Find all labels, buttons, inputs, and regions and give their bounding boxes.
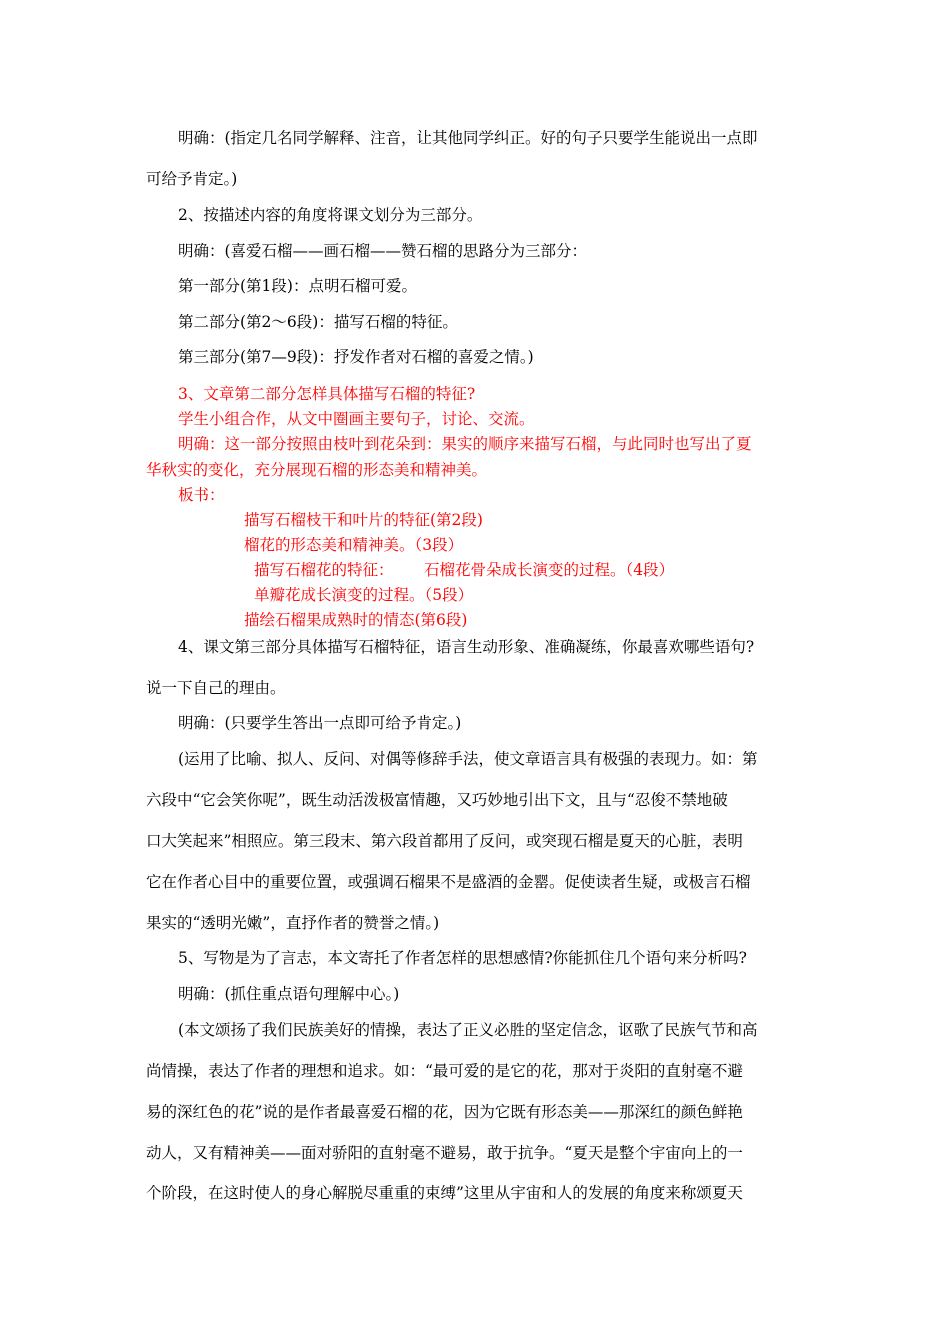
text-line: 明确：(喜爱石榴——画石榴——赞石榴的思路分为三部分： (178, 242, 588, 260)
text-line: 第二部分(第2～6段)：描写石榴的特征。 (178, 313, 458, 331)
board-item: 榴花的形态美和精神美。（3段） (244, 536, 464, 554)
text-line: 口大笑起来”相照应。第三段末、第六段首都用了反问，或突现石榴是夏天的心脏，表明 (146, 832, 743, 850)
text-line-red: 明确：这一部分按照由枝叶到花朵到：果实的顺序来描写石榴，与此同时也写出了夏 (178, 435, 752, 453)
text-line: 明确：(抓住重点语句理解中心。) (178, 985, 400, 1003)
text-line: 第一部分(第1段)：点明石榴可爱。 (178, 277, 417, 295)
question-heading: 3、文章第二部分怎样具体描写石榴的特征? (178, 385, 476, 403)
text-line: 明确：(只要学生答出一点即可给予肯定。) (178, 714, 462, 732)
board-heading: 板书： (178, 486, 225, 504)
text-line: 可给予肯定。) (146, 170, 238, 188)
text-line: 动人，又有精神美——面对骄阳的直射毫不避易，敢于抗争。“夏天是整个宇宙向上的一 (146, 1144, 743, 1162)
text-line: 第三部分(第7—9段)：抒发作者对石榴的喜爱之情。) (178, 348, 534, 366)
question-heading: 4、课文第三部分具体描写石榴特征，语言生动形象、准确凝练，你最喜欢哪些语句? (178, 638, 755, 656)
text-line: 个阶段，在这时使人的身心解脱尽重重的束缚”这里从宇宙和人的发展的角度来称颂夏天 (146, 1184, 743, 1202)
text-line: 果实的“透明光嫩”，直抒作者的赞誉之情。) (146, 914, 440, 932)
text-line-red: 华秋实的变化，充分展现石榴的形态美和精神美。 (146, 461, 488, 479)
board-item: 描写石榴枝干和叶片的特征(第2段) (244, 511, 483, 529)
text-line: 它在作者心目中的重要位置，或强调石榴果不是盛酒的金罂。促使读者生疑，或极言石榴 (146, 873, 751, 891)
text-line: (运用了比喻、拟人、反问、对偶等修辞手法，使文章语言具有极强的表现力。如：第 (178, 750, 758, 768)
board-item: 描写石榴花的特征： (254, 561, 394, 579)
text-line: 明确：(指定几名同学解释、注音，让其他同学纠正。好的句子只要学生能说出一点即 (178, 129, 758, 147)
board-item: 描绘石榴果成熟时的情态(第6段) (244, 611, 468, 629)
board-item: 单瓣花成长演变的过程。（5段） (254, 586, 474, 604)
text-line-red: 学生小组合作，从文中圈画主要句子，讨论、交流。 (178, 410, 535, 428)
question-heading: 5、写物是为了言志，本文寄托了作者怎样的思想感情?你能抓住几个语句来分析吗? (178, 949, 747, 967)
text-line: (本文颂扬了我们民族美好的情操，表达了正义必胜的坚定信念，讴歌了民族气节和高 (178, 1021, 758, 1039)
text-line: 说一下自己的理由。 (146, 679, 286, 697)
text-line: 易的深红色的花”说的是作者最喜爱石榴的花，因为它既有形态美——那深红的颜色鲜艳 (146, 1103, 743, 1121)
text-line: 六段中“它会笑你呢”，既生动活泼极富情趣，又巧妙地引出下文，且与“忍俊不禁地破 (146, 791, 728, 809)
board-subitem: 石榴花骨朵成长演变的过程。（4段） (424, 561, 675, 579)
text-line: 2、按描述内容的角度将课文划分为三部分。 (178, 206, 483, 224)
text-line: 尚情操，表达了作者的理想和追求。如：“最可爱的是它的花，那对于炎阳的直射毫不避 (146, 1062, 743, 1080)
